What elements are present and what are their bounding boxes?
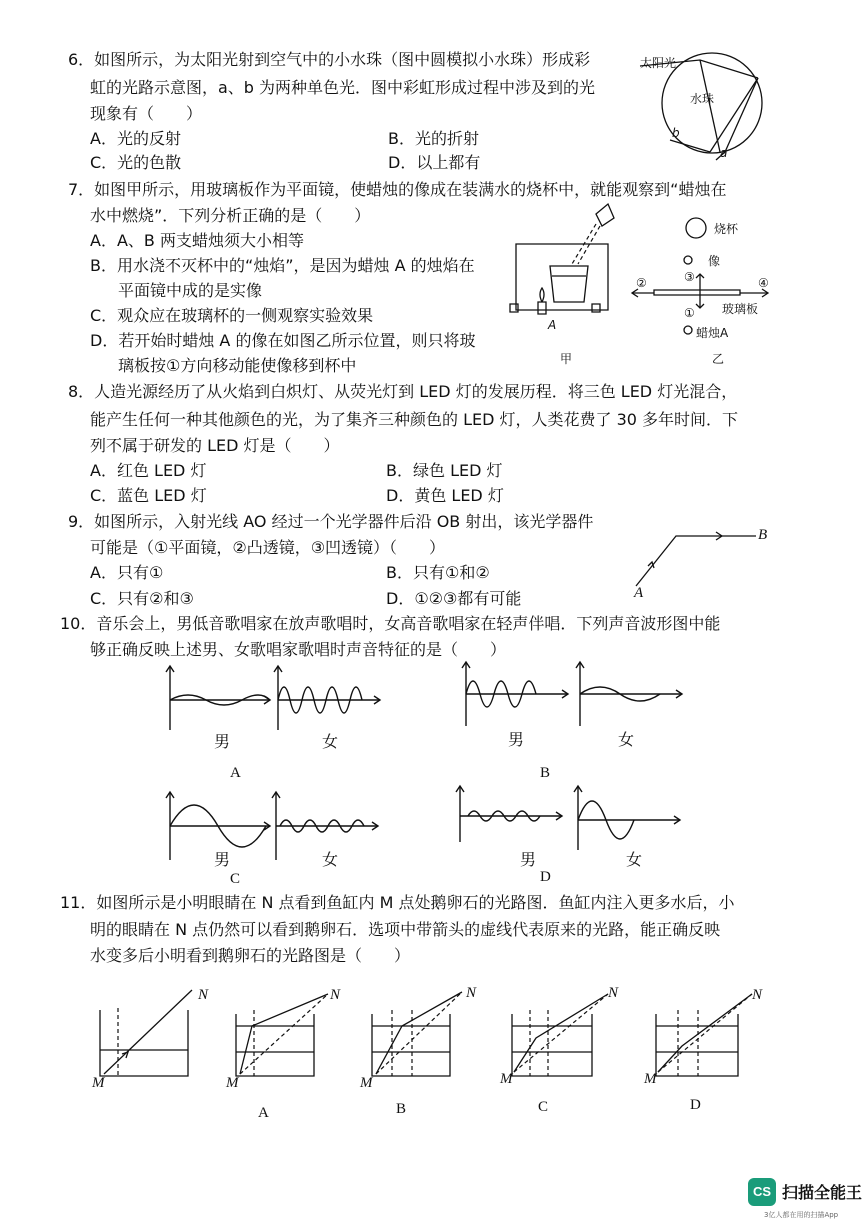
q9-option-a: A．只有① bbox=[90, 563, 164, 582]
q6-line-3: 现象有（ ） bbox=[90, 104, 203, 123]
q10-line-2: 够正确反映上述男、女歌唱家歌唱时声音特征的是（ ） bbox=[90, 640, 507, 659]
q6-fig-a-label: a bbox=[720, 146, 728, 160]
q7-fig-candle-a: A bbox=[548, 318, 557, 332]
q11-option-b-letter: B bbox=[396, 1101, 407, 1117]
q6-fig-drop-label: 水珠 bbox=[690, 92, 715, 106]
q11-option-c-m: M bbox=[500, 1071, 513, 1087]
q11-line-2: 明的眼睛在 N 点仍然可以看到鹅卵石．选项中带箭头的虚线代表原来的光路，能正确反映 bbox=[90, 920, 721, 939]
q11-option-d-n: N bbox=[752, 987, 763, 1003]
q7-fig-glass: 玻璃板 bbox=[722, 302, 759, 316]
q11-option-c-tank bbox=[508, 990, 618, 1080]
q11-option-a-n: N bbox=[330, 987, 341, 1003]
q10-b-male-wave bbox=[460, 660, 570, 730]
scanner-app-name: 扫描全能王 bbox=[782, 1183, 863, 1202]
q7-fig-dir-1: ① bbox=[684, 306, 695, 320]
q10-d-female-label: 女 bbox=[626, 850, 643, 869]
q7-option-a: A．A、B 两支蜡烛须大小相等 bbox=[90, 231, 304, 250]
q11-original-n: N bbox=[198, 987, 209, 1003]
q10-d-female-wave bbox=[572, 784, 682, 854]
q10-a-female-label: 女 bbox=[322, 732, 339, 751]
q10-line-1: 10．音乐会上，男低音歌唱家在放声歌唱时，女高音歌唱家在轻声伴唱．下列声音波形图中能 bbox=[60, 614, 721, 633]
q10-a-male-wave bbox=[166, 664, 272, 734]
q11-option-a-tank bbox=[232, 990, 332, 1080]
q7-fig-dir-3: ③ bbox=[684, 270, 695, 284]
q11-option-b-n: N bbox=[466, 985, 477, 1001]
q7-fig-image: 像 bbox=[708, 254, 721, 268]
q6-fig-sun-label: 太阳光 bbox=[640, 56, 677, 70]
q9-line-1: 9．如图所示，入射光线 AO 经过一个光学器件后沿 OB 射出，该光学器件 bbox=[68, 512, 594, 531]
q6-option-a: A．光的反射 bbox=[90, 129, 181, 148]
q8-line-3: 列不属于研发的 LED 灯是（ ） bbox=[90, 436, 340, 455]
q11-original-tank bbox=[96, 990, 206, 1080]
q7-fig-dir-4: ④ bbox=[758, 276, 769, 290]
q11-option-a-m: M bbox=[226, 1075, 239, 1091]
q10-a-male-label: 男 bbox=[214, 732, 231, 751]
q7-figure-yi bbox=[628, 212, 778, 342]
q7-figure-jia bbox=[508, 204, 618, 324]
q7-fig-yi-label: 乙 bbox=[712, 352, 725, 366]
q10-a-female-wave bbox=[272, 664, 382, 734]
q6-fig-b-label: b bbox=[672, 126, 680, 140]
q7-fig-jia-label: 甲 bbox=[560, 352, 573, 366]
q7-line-2: 水中燃烧”．下列分析正确的是（ ） bbox=[90, 206, 371, 225]
q11-option-a-letter: A bbox=[258, 1105, 269, 1121]
q10-option-d-letter: D bbox=[540, 869, 551, 885]
q10-b-female-label: 女 bbox=[618, 730, 635, 749]
q11-line-1: 11．如图所示是小明眼睛在 N 点看到鱼缸内 M 点处鹅卵石的光路图．鱼缸内注入更多水后，小 bbox=[60, 893, 735, 912]
scanner-app-tagline: 3亿人都在用的扫描App bbox=[764, 1211, 839, 1219]
q9-option-b: B．只有①和② bbox=[386, 563, 490, 582]
q10-c-male-label: 男 bbox=[214, 850, 231, 869]
q10-option-c-letter: C bbox=[230, 871, 241, 887]
scanner-logo-icon: CS bbox=[748, 1178, 776, 1206]
q6-line-1: 6．如图所示，为太阳光射到空气中的小水珠（图中圆模拟小水珠）形成彩 bbox=[68, 50, 591, 69]
q9-option-c: C．只有②和③ bbox=[90, 589, 194, 608]
q6-option-b: B．光的折射 bbox=[388, 129, 479, 148]
q8-option-c: C．蓝色 LED 灯 bbox=[90, 486, 207, 505]
q10-b-male-label: 男 bbox=[508, 730, 525, 749]
q11-option-b-tank bbox=[368, 990, 468, 1080]
q9-light-path-figure bbox=[630, 522, 760, 592]
q10-d-male-label: 男 bbox=[520, 850, 537, 869]
q11-option-d-tank bbox=[652, 990, 762, 1080]
q8-line-2: 能产生任何一种其他颜色的光，为了集齐三种颜色的 LED 灯，人类花费了 30 多年时间．下 bbox=[90, 410, 739, 429]
q7-line-1: 7．如图甲所示，用玻璃板作为平面镜，使蜡烛的像成在装满水的烧杯中，就能观察到“蜡烛在 bbox=[68, 180, 727, 199]
q6-option-d: D．以上都有 bbox=[388, 153, 481, 172]
q10-b-female-wave bbox=[574, 660, 684, 730]
q11-option-d-letter: D bbox=[690, 1097, 701, 1113]
q6-line-2: 虹的光路示意图，a、b 为两种单色光．图中彩虹形成过程中涉及到的光 bbox=[90, 78, 596, 97]
q11-option-c-n: N bbox=[608, 985, 619, 1001]
q7-fig-dir-2: ② bbox=[636, 276, 647, 290]
q8-option-d: D．黄色 LED 灯 bbox=[386, 486, 504, 505]
q10-option-a-letter: A bbox=[230, 765, 241, 781]
q8-option-b: B．绿色 LED 灯 bbox=[386, 461, 503, 480]
q7-option-c: C．观众应在玻璃杯的一侧观察实验效果 bbox=[90, 306, 374, 325]
q7-fig-beaker: 烧杯 bbox=[714, 222, 739, 236]
q9-fig-label-b: B bbox=[758, 527, 768, 543]
q7-option-d-2: 璃板按①方向移动能使像移到杯中 bbox=[118, 356, 357, 375]
q11-option-d-m: M bbox=[644, 1071, 657, 1087]
q8-line-1: 8．人造光源经历了从火焰到白炽灯、从荧光灯到 LED 灯的发展历程．将三色 LED 灯光混合， bbox=[68, 382, 738, 401]
q9-fig-label-a: A bbox=[634, 585, 644, 601]
q7-option-d-1: D．若开始时蜡烛 A 的像在如图乙所示位置，则只将玻 bbox=[90, 331, 476, 350]
q7-option-b-1: B．用水浇不灭杯中的“烛焰”，是因为蜡烛 A 的烛焰在 bbox=[90, 256, 475, 275]
q6-option-c: C．光的色散 bbox=[90, 153, 182, 172]
q10-d-male-wave bbox=[454, 784, 564, 844]
q8-option-a: A．红色 LED 灯 bbox=[90, 461, 207, 480]
q11-option-b-m: M bbox=[360, 1075, 373, 1091]
q11-original-m: M bbox=[92, 1075, 105, 1091]
q11-line-3: 水变多后小明看到鹅卵石的光路图是（ ） bbox=[90, 946, 411, 965]
q10-c-female-label: 女 bbox=[322, 850, 339, 869]
q11-option-c-letter: C bbox=[538, 1099, 549, 1115]
q9-option-d: D．①②③都有可能 bbox=[386, 589, 522, 608]
q9-line-2: 可能是（①平面镜，②凸透镜，③凹透镜）（ ） bbox=[90, 538, 446, 557]
q7-fig-candle: 蜡烛A bbox=[696, 326, 729, 340]
q10-option-b-letter: B bbox=[540, 765, 551, 781]
q7-option-b-2: 平面镜中成的是实像 bbox=[118, 281, 263, 300]
